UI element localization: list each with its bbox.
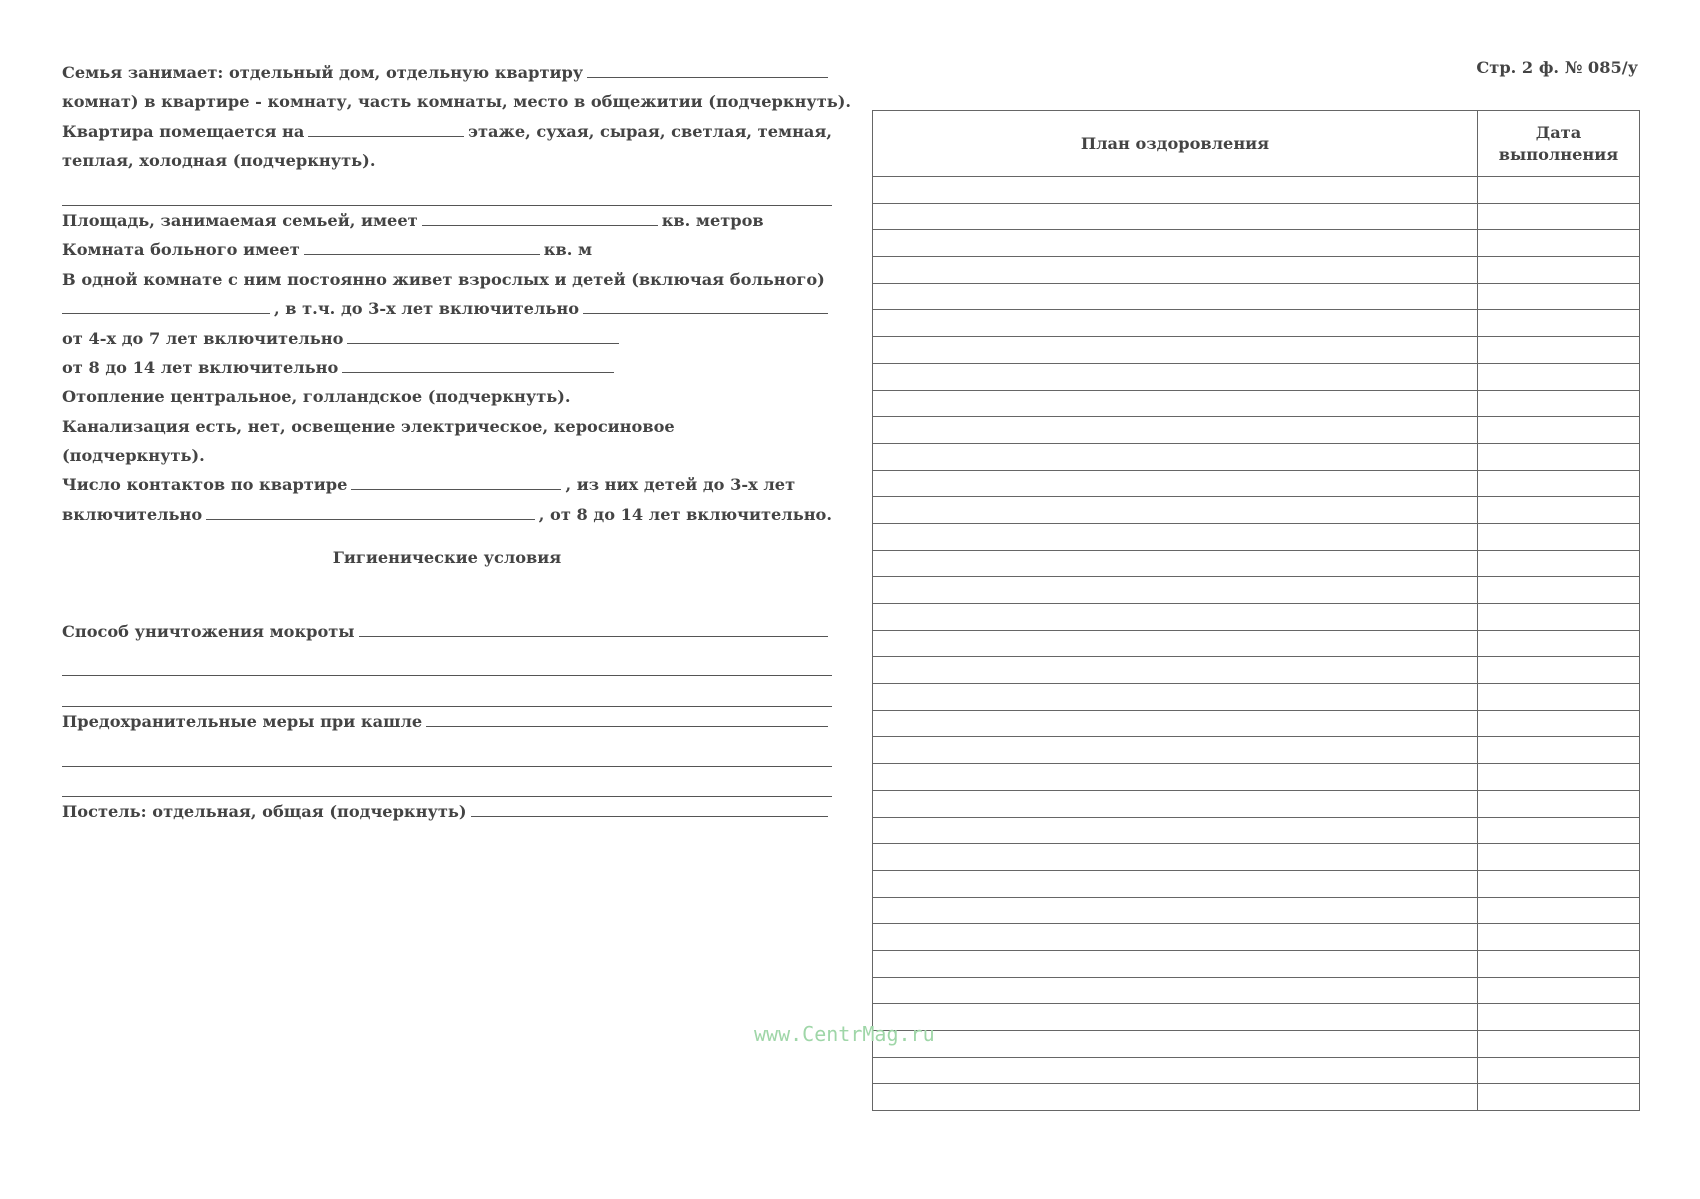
- watermark: www.CentrMag.ru: [754, 1022, 935, 1046]
- table-row: [873, 657, 1640, 684]
- table-row: [873, 710, 1640, 737]
- date-cell[interactable]: [1478, 523, 1640, 550]
- date-cell[interactable]: [1478, 790, 1640, 817]
- contacts-field[interactable]: [351, 473, 561, 490]
- date-cell[interactable]: [1478, 1084, 1640, 1111]
- plan-cell[interactable]: [873, 177, 1478, 204]
- line-underline-note: (подчеркнуть).: [62, 446, 205, 466]
- date-cell[interactable]: [1478, 657, 1640, 684]
- contacts-children-field[interactable]: [206, 503, 535, 520]
- plan-cell[interactable]: [873, 950, 1478, 977]
- plan-cell[interactable]: [873, 764, 1478, 791]
- table-row: [873, 523, 1640, 550]
- plan-cell[interactable]: [873, 844, 1478, 871]
- table-row: [873, 1057, 1640, 1084]
- table-body: [873, 177, 1640, 1111]
- table-row: [873, 470, 1640, 497]
- table-row: [873, 363, 1640, 390]
- date-cell[interactable]: [1478, 710, 1640, 737]
- date-cell[interactable]: [1478, 1031, 1640, 1058]
- line-under-3: , в т.ч. до 3-х лет включительно: [62, 294, 832, 323]
- date-cell[interactable]: [1478, 497, 1640, 524]
- plan-cell[interactable]: [873, 684, 1478, 711]
- table-row: [873, 417, 1640, 444]
- plan-cell[interactable]: [873, 977, 1478, 1004]
- cough-field[interactable]: [426, 710, 828, 727]
- line-4-7: от 4-х до 7 лет включительно: [62, 324, 832, 353]
- date-cell[interactable]: [1478, 283, 1640, 310]
- health-plan-table: [872, 110, 1640, 1111]
- table-row: [873, 790, 1640, 817]
- plan-cell[interactable]: [873, 230, 1478, 257]
- plan-cell[interactable]: [873, 924, 1478, 951]
- bed-field[interactable]: [471, 800, 829, 817]
- table-row: [873, 390, 1640, 417]
- plan-cell[interactable]: [873, 657, 1478, 684]
- date-cell[interactable]: [1478, 390, 1640, 417]
- patient-room-field[interactable]: [304, 238, 540, 255]
- table-row: [873, 337, 1640, 364]
- plan-cell[interactable]: [873, 337, 1478, 364]
- date-cell[interactable]: [1478, 230, 1640, 257]
- date-cell[interactable]: [1478, 337, 1640, 364]
- plan-cell[interactable]: [873, 257, 1478, 284]
- table-row: [873, 577, 1640, 604]
- table-row: [873, 310, 1640, 337]
- date-cell[interactable]: [1478, 924, 1640, 951]
- table-row: [873, 177, 1640, 204]
- plan-cell[interactable]: [873, 817, 1478, 844]
- plan-cell[interactable]: [873, 390, 1478, 417]
- plan-cell[interactable]: [873, 897, 1478, 924]
- line-8-14: от 8 до 14 лет включительно: [62, 353, 832, 382]
- date-cell[interactable]: [1478, 764, 1640, 791]
- hygiene-heading: Гигиенические условия: [332, 548, 562, 568]
- plan-cell[interactable]: [873, 604, 1478, 631]
- table-row: [873, 604, 1640, 631]
- blank-rule[interactable]: [62, 176, 832, 206]
- blank-rule[interactable]: [62, 736, 832, 766]
- floor-field[interactable]: [308, 120, 464, 137]
- line-cough: Предохранительные меры при кашле: [62, 707, 832, 736]
- plan-header: План оздоровления: [873, 111, 1478, 177]
- date-cell[interactable]: [1478, 363, 1640, 390]
- health-plan-table-wrap: [872, 110, 1639, 1111]
- table-header-row: [873, 111, 1640, 177]
- table-row: [873, 283, 1640, 310]
- plan-cell[interactable]: [873, 1057, 1478, 1084]
- date-cell[interactable]: [1478, 470, 1640, 497]
- line-cohabitants: В одной комнате с ним постоянно живет взрослых и детей (включая больного): [62, 269, 825, 289]
- line-bed: Постель: отдельная, общая (подчеркнуть): [62, 797, 832, 826]
- plan-cell[interactable]: [873, 1004, 1478, 1031]
- date-cell[interactable]: [1478, 577, 1640, 604]
- table-row: [873, 230, 1640, 257]
- age-8-14-field[interactable]: [342, 356, 614, 373]
- line-patient-room: Комната больного имеет кв. м: [62, 240, 593, 260]
- table-row: [873, 443, 1640, 470]
- table-row: [873, 497, 1640, 524]
- family-area-field[interactable]: [422, 209, 658, 226]
- line-rooms: комнат) в квартире - комнату, часть комнаты, место в общежитии (подчеркнуть).: [62, 92, 852, 112]
- line-floor: Квартира помещается на этаже, сухая, сырая, светлая, темная,: [62, 121, 832, 141]
- table-row: [873, 630, 1640, 657]
- plan-cell[interactable]: [873, 523, 1478, 550]
- plan-cell[interactable]: [873, 630, 1478, 657]
- date-cell[interactable]: [1478, 817, 1640, 844]
- date-cell[interactable]: [1478, 310, 1640, 337]
- plan-cell[interactable]: [873, 710, 1478, 737]
- date-cell[interactable]: [1478, 257, 1640, 284]
- plan-cell[interactable]: [873, 550, 1478, 577]
- date-cell[interactable]: [1478, 737, 1640, 764]
- table-row: [873, 764, 1640, 791]
- plan-cell[interactable]: [873, 417, 1478, 444]
- plan-cell[interactable]: [873, 310, 1478, 337]
- line-contacts: Число контактов по квартире , из них детей до 3-х лет: [62, 475, 796, 495]
- table-row: [873, 1031, 1640, 1058]
- plan-cell[interactable]: [873, 497, 1478, 524]
- date-cell[interactable]: [1478, 177, 1640, 204]
- line-sputum: Способ уничтожения мокроты: [62, 617, 832, 646]
- blank-rule[interactable]: [62, 676, 832, 706]
- line-family-area: Площадь, занимаемая семьей, имеет кв. метров: [62, 210, 764, 230]
- under-3-field[interactable]: [583, 297, 828, 314]
- age-4-7-field[interactable]: [347, 327, 619, 344]
- table-row: [873, 897, 1640, 924]
- table-row: [873, 844, 1640, 871]
- date-header: Дата выполнения: [1478, 111, 1640, 177]
- blank-rule[interactable]: [62, 646, 832, 676]
- date-cell[interactable]: [1478, 604, 1640, 631]
- blank-rule[interactable]: [62, 767, 832, 797]
- plan-cell[interactable]: [873, 577, 1478, 604]
- plan-cell[interactable]: [873, 790, 1478, 817]
- table-row: [873, 870, 1640, 897]
- date-cell[interactable]: [1478, 443, 1640, 470]
- plan-cell[interactable]: [873, 363, 1478, 390]
- table-row: [873, 977, 1640, 1004]
- plan-cell[interactable]: [873, 203, 1478, 230]
- line-contacts-children: включительно , от 8 до 14 лет включительно.: [62, 504, 832, 524]
- plan-cell[interactable]: [873, 1031, 1478, 1058]
- table-row: [873, 817, 1640, 844]
- table-row: [873, 950, 1640, 977]
- date-cell[interactable]: [1478, 203, 1640, 230]
- line-family-dwelling: Семья занимает: отдельный дом, отдельную квартиру: [62, 58, 832, 87]
- line-temperature: теплая, холодная (подчеркнуть).: [62, 151, 376, 171]
- date-cell[interactable]: [1478, 1004, 1640, 1031]
- table-row: [873, 1004, 1640, 1031]
- plan-cell[interactable]: [873, 737, 1478, 764]
- page-label: Стр. 2 ф. № 085/у: [1476, 58, 1638, 77]
- date-cell[interactable]: [1478, 417, 1640, 444]
- blank-field[interactable]: [587, 61, 828, 78]
- date-cell[interactable]: [1478, 684, 1640, 711]
- date-cell[interactable]: [1478, 550, 1640, 577]
- table-row: [873, 257, 1640, 284]
- table-row: [873, 1084, 1640, 1111]
- cohabitants-field[interactable]: [62, 297, 270, 314]
- table-row: [873, 684, 1640, 711]
- line-sewerage: Канализация есть, нет, освещение электрическое, керосиновое: [62, 416, 675, 436]
- plan-cell[interactable]: [873, 470, 1478, 497]
- plan-cell[interactable]: [873, 870, 1478, 897]
- table-row: [873, 203, 1640, 230]
- left-form: [62, 58, 852, 826]
- plan-cell[interactable]: [873, 283, 1478, 310]
- date-cell[interactable]: [1478, 844, 1640, 871]
- date-cell[interactable]: [1478, 977, 1640, 1004]
- date-cell[interactable]: [1478, 897, 1640, 924]
- date-cell[interactable]: [1478, 1057, 1640, 1084]
- plan-cell[interactable]: [873, 443, 1478, 470]
- date-cell[interactable]: [1478, 870, 1640, 897]
- sputum-field[interactable]: [359, 620, 828, 637]
- table-row: [873, 550, 1640, 577]
- date-cell[interactable]: [1478, 630, 1640, 657]
- line-heating: Отопление центральное, голландское (подчеркнуть).: [62, 387, 571, 407]
- table-row: [873, 737, 1640, 764]
- plan-cell[interactable]: [873, 1084, 1478, 1111]
- date-cell[interactable]: [1478, 950, 1640, 977]
- table-row: [873, 924, 1640, 951]
